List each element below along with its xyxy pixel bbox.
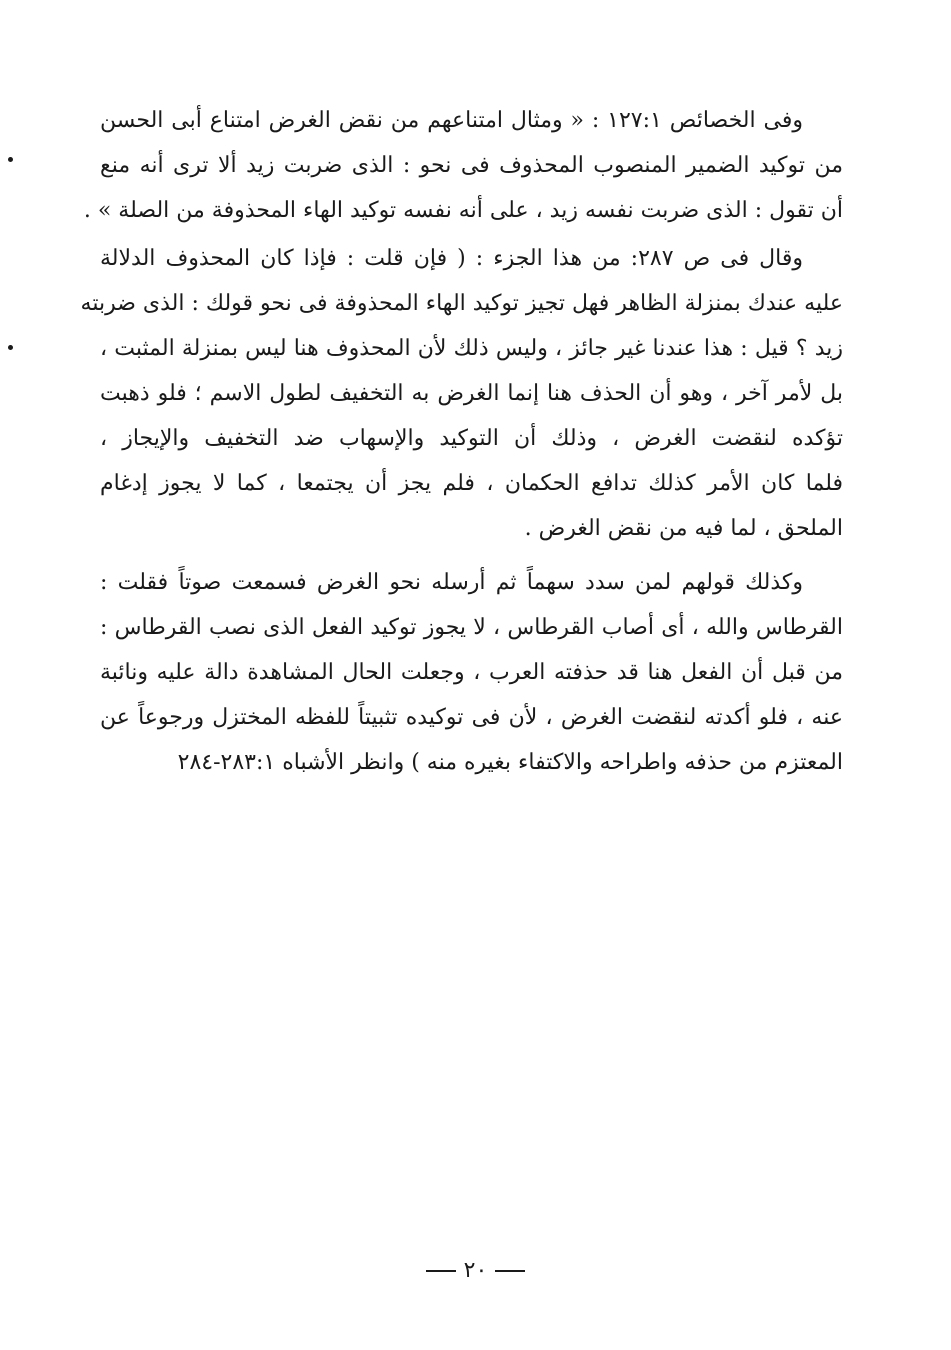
text-line: وفى الخصائص ١٢٧:١ : « ومثال امتناعهم من نقض الغرض امتناع أبى الحسن [100, 108, 803, 133]
text-line: عليه عندك بمنزلة الظاهر فهل تجيز توكيد الهاء المحذوفة فى نحو قولك : الذى ضربته [80, 291, 843, 316]
text-line: أن تقول : الذى ضربت نفسه زيد ، على أنه نفسه توكيد الهاء المحذوفة من الصلة » . [83, 198, 843, 223]
text-line: من توكيد الضمير المنصوب المحذوف فى نحو : الذى ضربت زيد ألا ترى أنه منع [100, 153, 843, 178]
margin-dot-mark [8, 345, 13, 350]
text-line: زيد ؟ قيل : هذا عندنا غير جائز ، وليس ذلك لأن المحذوف هنا ليس بمنزلة المثبت ، [100, 336, 843, 361]
text-line: القرطاس والله ، أى أصاب القرطاس ، لا يجوز توكيد الفعل الذى نصب القرطاس : [100, 615, 843, 640]
footer-dash [426, 1270, 456, 1272]
text-line: وقال فى ص ٢٨٧: من هذا الجزء : ( فإن قلت : فإذا كان المحذوف الدلالة [100, 246, 803, 271]
margin-dot-mark [8, 157, 13, 162]
text-line: وكذلك قولهم لمن سدد سهماً ثم أرسله نحو الغرض فسمعت صوتاً فقلت : [100, 570, 803, 595]
text-line: تؤكده لنقضت الغرض ، وذلك أن التوكيد والإسهاب ضد التخفيف والإيجاز ، [100, 426, 843, 451]
text-line: بل لأمر آخر ، وهو أن الحذف هنا إنما الغرض به التخفيف لطول الاسم ؛ فلو ذهبت [100, 381, 843, 406]
text-line: الملحق ، لما فيه من نقض الغرض . [524, 516, 843, 541]
page-number: ٢٠ [463, 1258, 488, 1283]
footer-dash [495, 1270, 525, 1272]
text-line: فلما كان الأمر كذلك تدافع الحكمان ، فلم يجز أن يجتمعا ، كما لا يجوز إدغام [100, 471, 843, 496]
paragraph-page-287-quote [80, 236, 843, 551]
paragraph-khasais-quote [83, 98, 843, 233]
text-line: المعتزم من حذفه واطراحه والاكتفاء بغيره منه ) وانظر الأشباه ٢٨٣:١-٢٨٤ [177, 750, 843, 775]
paragraph-qirtas-example [100, 560, 843, 785]
text-line: من قبل أن الفعل هنا قد حذفته العرب ، وجعلت الحال المشاهدة دالة عليه ونائبة [100, 660, 843, 685]
page-footer [0, 1258, 951, 1283]
text-line: عنه ، فلو أكدته لنقضت الغرض ، لأن فى توكيده تثبيتاً للفظه المختزل ورجوعاً عن [100, 705, 843, 730]
